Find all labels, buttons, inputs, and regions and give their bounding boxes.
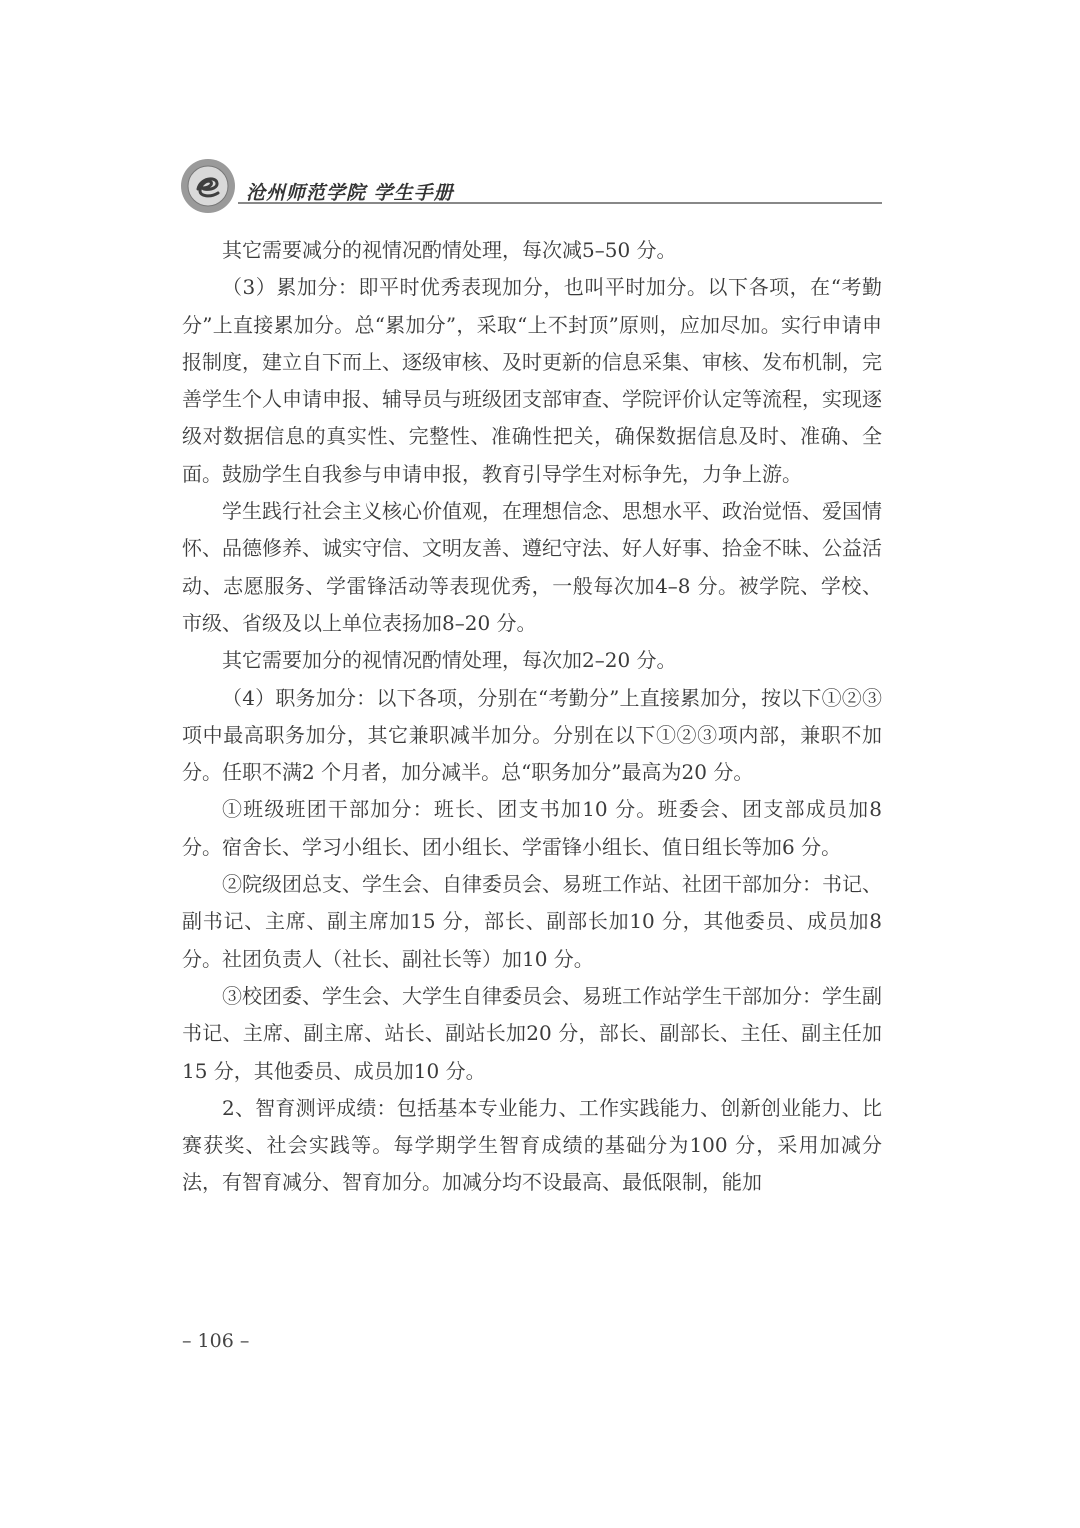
header-rule — [238, 202, 882, 204]
page-body — [182, 232, 889, 1202]
page-number: – 106 – — [182, 1330, 250, 1352]
paragraph-addition-note: 其它需要加分的视情况酌情处理，每次加2–20 分。 — [222, 648, 677, 673]
paragraph-cumulative-points: （3）累加分：即平时优秀表现加分，也叫平时加分。以下各项，在“考勤分”上直接累加分。总“累加分”，采取“上不封顶”原则，应加尽加。实行申请申报制度，建立自下而上、逐级审核、及时更新的信息采集、审核、发布机制，完善学生个人申请申报、辅导员与班级团支部审查、学院评价认定等流程，实现逐级对数据信息的真实性、完整性、准确性把关，确保数据信息及时、准确、全面。鼓励学生自我参与申请申报，教育引导学生对标争先，力争上游。 — [182, 275, 882, 486]
college-seal-logo — [180, 158, 236, 214]
paragraph-college-cadre: ②院级团总支、学生会、自律委员会、易班工作站、社团干部加分：书记、副书记、主席、副主席加15 分，部长、副部长加10 分，其他委员、成员加8 分。社团负责人（社长、副社长等）加10 分。 — [182, 872, 889, 971]
handbook-header-title: 沧州师范学院 学生手册 — [246, 182, 454, 204]
paragraph-school-cadre: ③校团委、学生会、大学生自律委员会、易班工作站学生干部加分：学生副书记、主席、副主席、站长、副站长加20 分，部长、副部长、主任、副主任加15 分，其他委员、成员加10 分。 — [182, 983, 882, 1083]
paragraph-intellectual-score: 2、智育测评成绩：包括基本专业能力、工作实践能力、创新创业能力、比赛获奖、社会实践等。每学期学生智育成绩的基础分为100 分，采用加减分法，有智育减分、智育加分。加减分均不设最高、最低限制，能加 — [182, 1095, 882, 1195]
paragraph-class-cadre: ①班级班团干部加分：班长、团支书加10 分。班委会、团支部成员加8 分。宿舍长、学习小组长、团小组长、学雷锋小组长、值日组长等加6 分。 — [182, 797, 889, 859]
paragraph-core-values: 学生践行社会主义核心价值观，在理想信念、思想水平、政治觉悟、爱国情怀、品德修养、诚实守信、文明友善、遵纪守法、好人好事、拾金不昧、公益活动、志愿服务、学雷锋活动等表现优秀，一般每次加4–8 分。被学院、学校、市级、省级及以上单位表扬加8–20 分。 — [182, 499, 882, 635]
paragraph-deduction-note: 其它需要减分的视情况酌情处理，每次减5–50 分。 — [222, 238, 677, 262]
page-header — [180, 152, 882, 218]
paragraph-position-points: （4）职务加分：以下各项，分别在“考勤分”上直接累加分，按以下①②③项中最高职务加分，其它兼职减半加分。分别在以下①②③项内部，兼职不加分。任职不满2 个月者，加分减半。总“职务加分”最高为20 分。 — [182, 685, 882, 785]
